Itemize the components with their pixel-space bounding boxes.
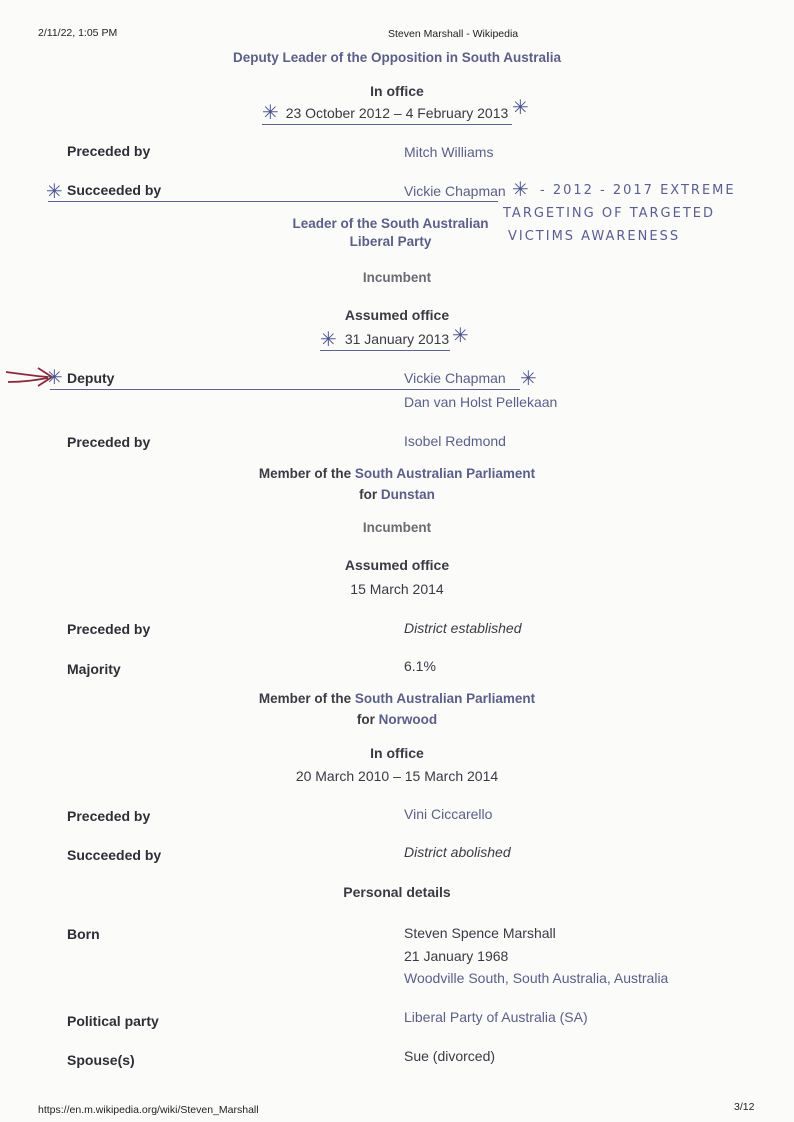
print-datetime: 2/11/22, 1:05 PM (38, 27, 118, 39)
assumed-office-label: Assumed office (344, 557, 450, 573)
office-dates: 20 March 2010 – 15 March 2014 (295, 768, 499, 784)
row-value-preceded-by[interactable]: Isobel Redmond (404, 433, 506, 449)
office-title-norwood (0, 691, 794, 706)
deputy-name[interactable]: Dan van Holst Pellekaan (404, 394, 558, 410)
row-value-preceded-by[interactable]: Mitch Williams (404, 144, 494, 160)
seat-link[interactable]: Dunstan (380, 487, 435, 502)
office-title-deputy-opposition[interactable]: Deputy Leader of the Opposition in South Australia (232, 50, 561, 65)
office-title-line[interactable]: Liberal Party (349, 234, 432, 249)
title-for: for (356, 712, 379, 727)
handwritten-star-icon: ✳ (46, 181, 63, 203)
handwritten-underline (48, 201, 498, 202)
parliament-link[interactable]: South Australian Parliament (354, 466, 536, 481)
row-value-majority: 6.1% (404, 658, 436, 674)
row-label-succeeded-by: Succeeded by (67, 182, 162, 198)
handwritten-star-icon: ✳ (520, 368, 537, 390)
office-dates: 23 October 2012 – 4 February 2013 (285, 105, 509, 121)
row-label-political-party: Political party (67, 1013, 159, 1029)
row-label-spouse: Spouse(s) (67, 1052, 135, 1068)
handwritten-star-icon: ✳ (512, 179, 529, 201)
print-page-title: Steven Marshall - Wikipedia (388, 28, 519, 40)
print-page-number: 3/12 (734, 1101, 755, 1113)
office-status: Incumbent (362, 520, 432, 535)
office-status: Incumbent (362, 270, 432, 285)
seat-link[interactable]: Norwood (378, 712, 438, 727)
row-label-preceded-by: Preceded by (67, 808, 151, 824)
born-place[interactable]: Woodville South, South Australia, Australia (404, 970, 669, 986)
born-date: 21 January 1968 (404, 947, 509, 964)
row-label-succeeded-by: Succeeded by (67, 847, 162, 863)
parliament-link[interactable]: South Australian Parliament (354, 691, 536, 706)
title-for: for (359, 487, 381, 502)
born-details (404, 922, 668, 990)
assumed-office-date: 31 January 2013 (344, 331, 450, 347)
row-label-preceded-by: Preceded by (67, 434, 151, 450)
row-label-majority: Majority (67, 661, 121, 677)
assumed-office-date: 15 March 2014 (350, 581, 444, 597)
office-title-liberal-leader (288, 216, 493, 249)
row-label-deputy: Deputy (67, 370, 115, 386)
office-status: In office (370, 745, 424, 761)
row-value-preceded-by[interactable]: Vini Ciccarello (404, 806, 493, 822)
handwritten-star-icon: ✳ (452, 325, 469, 347)
office-status: In office (370, 83, 424, 99)
office-title-dunstan-seat (0, 487, 794, 502)
handwritten-star-icon: ✳ (262, 102, 279, 124)
row-value-succeeded-by: District abolished (404, 844, 511, 860)
deputy-name[interactable]: Vickie Chapman (404, 370, 506, 386)
handwritten-underline (50, 389, 520, 390)
title-prefix: Member of the (258, 691, 355, 706)
row-label-preceded-by: Preceded by (67, 621, 151, 637)
handwritten-note-line: TARGETING OF TARGETED (503, 206, 716, 221)
section-heading-personal: Personal details (343, 884, 451, 900)
handwritten-note-line: VICTIMS AWARENESS (508, 229, 681, 244)
handwritten-star-icon: ✳ (512, 97, 529, 119)
row-value-political-party[interactable]: Liberal Party of Australia (SA) (404, 1009, 588, 1025)
row-value-preceded-by: District established (404, 620, 522, 636)
handwritten-star-icon: ✳ (320, 329, 337, 351)
handwritten-underline (320, 350, 450, 351)
office-title-dunstan (0, 466, 794, 481)
handwritten-star-icon: ✳ (46, 367, 63, 389)
office-title-line[interactable]: Leader of the South Australian (292, 216, 489, 231)
handwritten-note-line: - 2012 - 2017 EXTREME (540, 183, 736, 198)
born-name: Steven Spence Marshall (404, 925, 556, 941)
row-value-spouse: Sue (divorced) (404, 1048, 496, 1064)
row-value-succeeded-by[interactable]: Vickie Chapman (404, 183, 506, 199)
handwritten-underline (262, 124, 512, 125)
row-label-preceded-by: Preceded by (67, 143, 151, 159)
row-label-born: Born (67, 926, 100, 942)
title-prefix: Member of the (258, 466, 355, 481)
print-url: https://en.m.wikipedia.org/wiki/Steven_Marshall (38, 1104, 259, 1116)
office-title-norwood-seat (0, 712, 794, 727)
assumed-office-label: Assumed office (344, 307, 450, 323)
